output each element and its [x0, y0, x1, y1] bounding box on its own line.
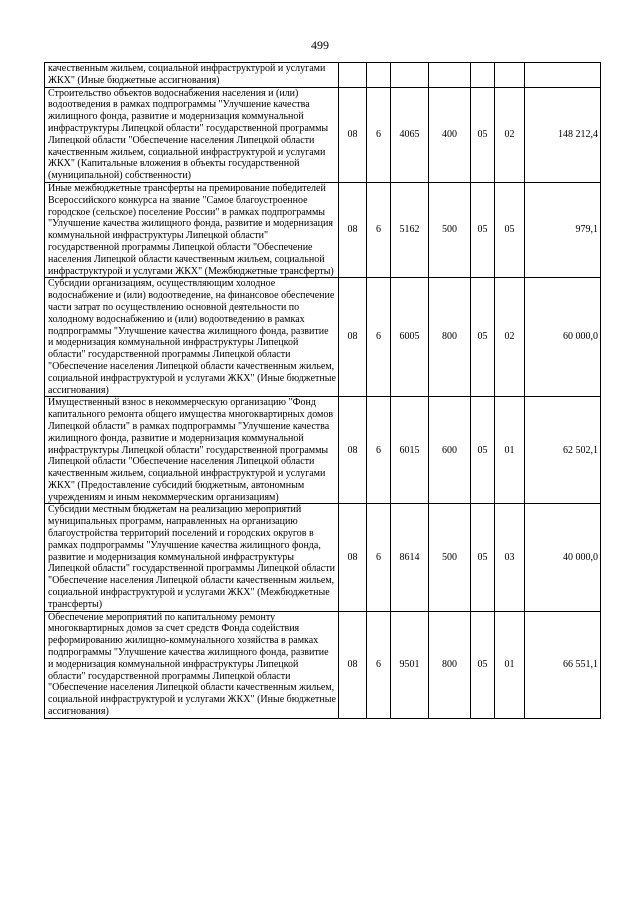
row-program-code: 08: [339, 182, 367, 277]
row-amount: 40 000,0: [525, 504, 601, 611]
row-section-code: [471, 63, 495, 88]
row-expense-type-code: 600: [429, 397, 471, 504]
table-row: [45, 278, 601, 397]
page-number: 499: [311, 38, 329, 52]
row-subprogram-code: 6: [367, 87, 391, 182]
row-subsection-code: 03: [495, 504, 525, 611]
row-section-code: 05: [471, 182, 495, 277]
row-program-code: 08: [339, 397, 367, 504]
row-amount: 60 000,0: [525, 278, 601, 397]
row-program-code: [339, 63, 367, 88]
table-row: [45, 504, 601, 611]
row-target-code: 6005: [391, 278, 429, 397]
row-section-code: 05: [471, 87, 495, 182]
row-subprogram-code: 6: [367, 182, 391, 277]
row-subsection-code: 02: [495, 278, 525, 397]
row-description: Субсидии организациям, осуществляющим холодное водоснабжение и (или) водоотведение, на финансовое обеспечение части затрат по осуществлению основной деятельности по холодному водоснабжению и (или) водоотведению в рамках подпрограммы "Улучшение качества жилищного фонда, развитие и модернизация коммунальной инфраструктуры Липецкой области" государственной программы Липецкой области "Обеспечение населения Липецкой области качественным жильем, социальной инфраструктурой и услугами ЖКХ" (Иные бюджетные ассигнования): [45, 278, 339, 397]
row-section-code: 05: [471, 397, 495, 504]
row-expense-type-code: 400: [429, 87, 471, 182]
row-subsection-code: 01: [495, 611, 525, 718]
budget-table: [44, 62, 601, 719]
row-subsection-code: 05: [495, 182, 525, 277]
row-description: Строительство объектов водоснабжения населения и (или) водоотведения в рамках подпрограммы "Улучшение качества жилищного фонда, развитие и модернизация коммунальной инфраструктуры Липецкой области" государственной программы Липецкой области "Обеспечение населения Липецкой области качественным жильем, социальной инфраструктурой и услугами ЖКХ" (Капитальные вложения в объекты государственной (муниципальной) собственности): [45, 87, 339, 182]
row-program-code: 08: [339, 611, 367, 718]
row-subsection-code: 01: [495, 397, 525, 504]
table-row: [45, 611, 601, 718]
row-amount: 148 212,4: [525, 87, 601, 182]
row-program-code: 08: [339, 278, 367, 397]
row-subsection-code: 02: [495, 87, 525, 182]
row-target-code: [391, 63, 429, 88]
row-description: Обеспечение мероприятий по капитальному ремонту многоквартирных домов за счет средств Фонда содействия реформированию жилищно-коммунального хозяйства в рамках подпрограммы "Улучшение качества жилищного фонда, развитие и модернизация коммунальной инфраструктуры Липецкой области" государственной программы Липецкой области "Обеспечение населения Липецкой области качественным жильем, социальной инфраструктурой и услугами ЖКХ" (Иные бюджетные ассигнования): [45, 611, 339, 718]
table-row: [45, 87, 601, 182]
row-description: Субсидии местным бюджетам на реализацию мероприятий муниципальных программ, направленных на организацию благоустройства территорий поселений и городских округов в рамках подпрограммы "Улучшение качества жилищного фонда, развитие и модернизация коммунальной инфраструктуры Липецкой области" государственной программы Липецкой области "Обеспечение населения Липецкой области качественным жильем, социальной инфраструктурой и услугами ЖКХ" (Межбюджетные трансферты): [45, 504, 339, 611]
row-subprogram-code: 6: [367, 611, 391, 718]
row-target-code: 4065: [391, 87, 429, 182]
row-section-code: 05: [471, 278, 495, 397]
row-description: Иные межбюджетные трансферты на премирование победителей Всероссийского конкурса на звание "Самое благоустроенное городское (сельское) поселение России" в рамках подпрограммы "Улучшение качества жилищного фонда, развитие и модернизация коммунальной инфраструктуры Липецкой области" государственной программы Липецкой области "Обеспечение населения Липецкой области качественным жильем, социальной инфраструктурой и услугами ЖКХ" (Межбюджетные трансферты): [45, 182, 339, 277]
row-subsection-code: [495, 63, 525, 88]
row-target-code: 6015: [391, 397, 429, 504]
row-expense-type-code: [429, 63, 471, 88]
row-subprogram-code: 6: [367, 278, 391, 397]
row-subprogram-code: 6: [367, 504, 391, 611]
row-subprogram-code: [367, 63, 391, 88]
table-row: [45, 182, 601, 277]
row-description: Имущественный взнос в некоммерческую организацию "Фонд капитального ремонта общего имущества многоквартирных домов Липецкой области" в рамках подпрограммы "Улучшение качества жилищного фонда, развитие и модернизация коммунальной инфраструктуры Липецкой области" государственной программы Липецкой области "Обеспечение населения Липецкой области качественным жильем, социальной инфраструктурой и услугами ЖКХ" (Предоставление субсидий бюджетным, автономным учреждениям и иным некоммерческим организациям): [45, 397, 339, 504]
row-amount: 66 551,1: [525, 611, 601, 718]
row-target-code: 5162: [391, 182, 429, 277]
row-program-code: 08: [339, 504, 367, 611]
row-amount: [525, 63, 601, 88]
row-amount: 62 502,1: [525, 397, 601, 504]
budget-table-body: [45, 63, 601, 719]
table-row: [45, 397, 601, 504]
row-expense-type-code: 800: [429, 611, 471, 718]
table-row: [45, 63, 601, 88]
row-expense-type-code: 500: [429, 504, 471, 611]
row-target-code: 9501: [391, 611, 429, 718]
row-target-code: 8614: [391, 504, 429, 611]
row-section-code: 05: [471, 504, 495, 611]
row-program-code: 08: [339, 87, 367, 182]
row-expense-type-code: 500: [429, 182, 471, 277]
row-section-code: 05: [471, 611, 495, 718]
row-expense-type-code: 800: [429, 278, 471, 397]
row-amount: 979,1: [525, 182, 601, 277]
row-description: качественным жильем, социальной инфраструктурой и услугами ЖКХ" (Иные бюджетные ассигнования): [45, 63, 339, 88]
row-subprogram-code: 6: [367, 397, 391, 504]
